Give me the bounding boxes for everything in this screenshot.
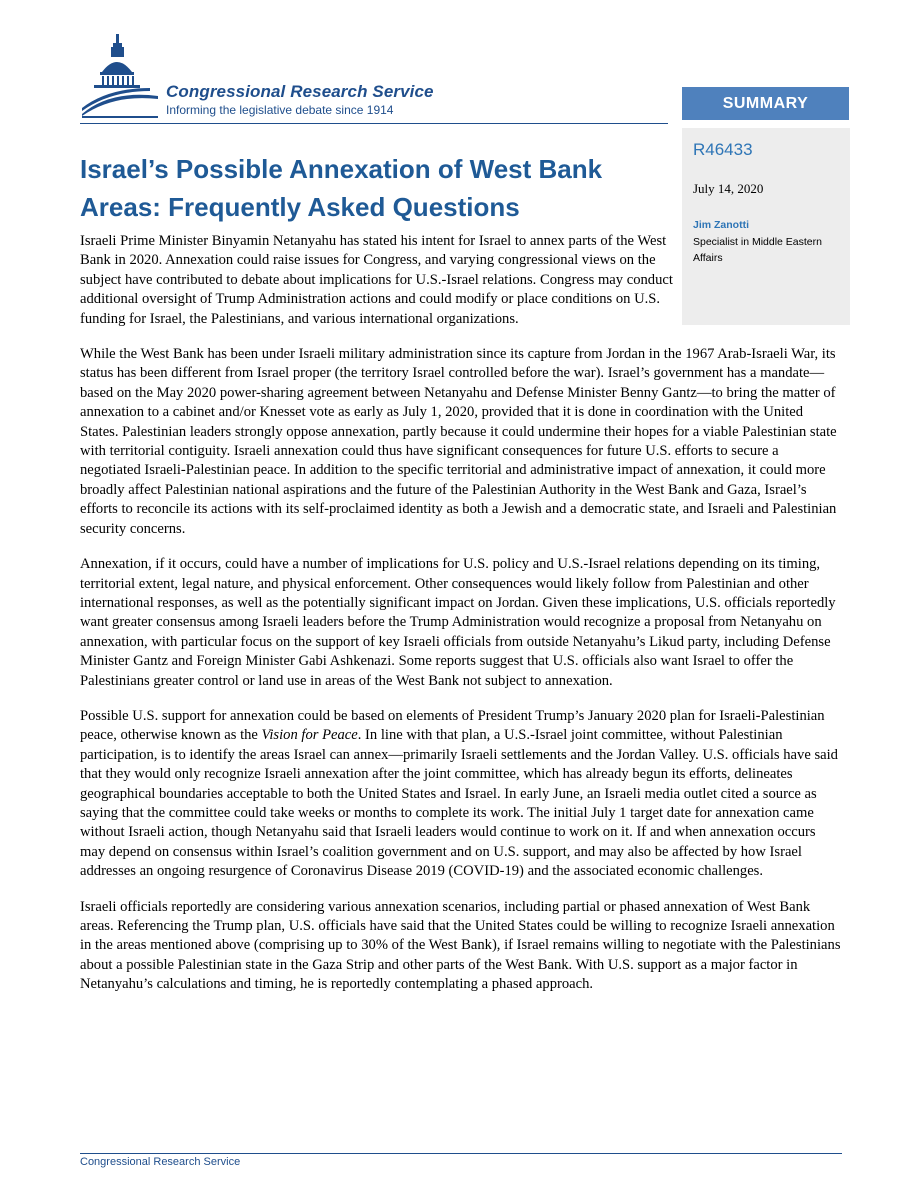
paragraph-text: Possible U.S. support for annexation could be based on elements of President Trump’s January 2020 plan for Israeli-Palestinian peace, otherwise known as the	[80, 707, 825, 744]
report-date: July 14, 2020	[693, 181, 764, 196]
paragraph: Annexation, if it occurs, could have a number of implications for U.S. policy and U.S.-Israel relations depending on its timing, territorial extent, legal nature, and physical enforcement. Other consequences would likely follow from Palestinian and other international responses, as well as the potentially significant impact on Jordan. Given these implications, U.S. officials reportedly want greater consensus among Israeli leaders before the Trump Administration would recognize a proposal from Netanyahu on annexation, with particular focus on the support of key Israeli officials from outside Netanyahu’s Likud party, including Defense Minister Gantz and Foreign Minister Gabi Ashkenazi. Some reports suggest that U.S. officials also want Israel to offer the Palestinians greater control or land use in areas of the West Bank not subject to annexation.	[80, 556, 836, 689]
header-divider	[80, 123, 668, 124]
plan-title: Vision for Peace	[261, 727, 358, 744]
paragraph: While the West Bank has been under Israeli military administration since its capture from Jordan in the 1967 Arab-Israeli War, its status has been different from Israel proper (the territory Israel controlled before the war). Israel’s government has a mandate—based on the May 2020 power-sharing agreement between Netanyahu and Defense Minister Benny Gantz—to bring the matter of annexation to a cabinet and/or Knesset vote as early as July 1, 2020, provided that it is done in coordination with the United States. Palestinian leaders strongly oppose annexation, partly because it could undermine their hopes for a viable Palestinian state with territorial contiguity. Israeli annexation could thus have significant consequences for future U.S. efforts to secure a negotiated Israeli-Palestinian peace. In addition to the specific territorial and administrative impact of annexation, it could more broadly affect Palestinian national aspirations and the future of the Palestinian Authority in the West Bank and Gaza, Israel’s efforts to reconcile its actions with its self-proclaimed identity as both a Jewish and a democratic state, and Israeli and Palestinian security concerns.	[80, 346, 837, 537]
brand-name: Congressional Research Service	[166, 82, 434, 101]
paragraph: Israeli officials reportedly are considering various annexation scenarios, including partial or phased annexation of West Bank areas. Referencing the Trump plan, U.S. officials have said that the United States could be willing to recognize Israeli annexation in the areas mentioned above (comprising up to 30% of the West Bank), if Israel remains willing to negotiate with the Palestinians about a possible Palestinian state in the Gaza Strip and other parts of the West Bank. With U.S. support as a major factor in Netanyahu’s calculations and timing, he is reportedly contemplating a phased approach.	[80, 898, 841, 993]
summary-heading: SUMMARY	[682, 87, 849, 120]
paragraph	[80, 707, 842, 882]
summary-body	[80, 232, 842, 1011]
footer-text: Congressional Research Service	[80, 1156, 241, 1168]
author-name[interactable]: Jim Zanotti	[693, 219, 750, 231]
footer-divider	[80, 1153, 842, 1154]
report-number: R46433	[693, 140, 753, 159]
report-title: Israel’s Possible Annexation of West Bank Areas: Frequently Asked Questions	[80, 154, 603, 222]
paragraph-text: . In line with that plan, a U.S.-Israel joint committee, without Palestinian participation, is to identify the areas Israel can annex—primarily Israeli settlements and the Jordan Valley. U.S. officials have said that they would only recognize Israeli annexation after the joint committee, which has already begun its efforts, delineates geographical boundaries acceptable to both the United States and Israel. In early June, an Israeli media outlet cited a source as saying that the committee could take weeks or months to complete its work. The initial July 1 target date for annexation came without Israeli action, though Netanyahu said that Israeli leaders would continue to work on it. If and when annexation occurs may depend on consensus within Israel’s coalition government and on U.S. support, and may also be affected by how Israel addresses an ongoing resurgence of Coronavirus Disease 2019 (COVID-19) and the associated economic challenges.	[80, 727, 838, 880]
paragraph: Israeli Prime Minister Binyamin Netanyahu has stated his intent for Israel to annex parts of the West Bank in 2020. Annexation could raise issues for Congress, and varying congressional views on the subject have contributed to debate about implications for U.S.-Israel relations. Congress may conduct additional oversight of Trump Administration actions and could modify or place conditions on U.S. funding for Israel, the Palestinians, and various international organizations.	[80, 233, 673, 327]
brand-tagline: Informing the legislative debate since 1914	[166, 103, 394, 117]
author-title: Specialist in Middle Eastern Affairs	[693, 236, 822, 264]
capitol-dome-icon	[80, 30, 164, 125]
crs-logo[interactable]	[80, 30, 680, 125]
